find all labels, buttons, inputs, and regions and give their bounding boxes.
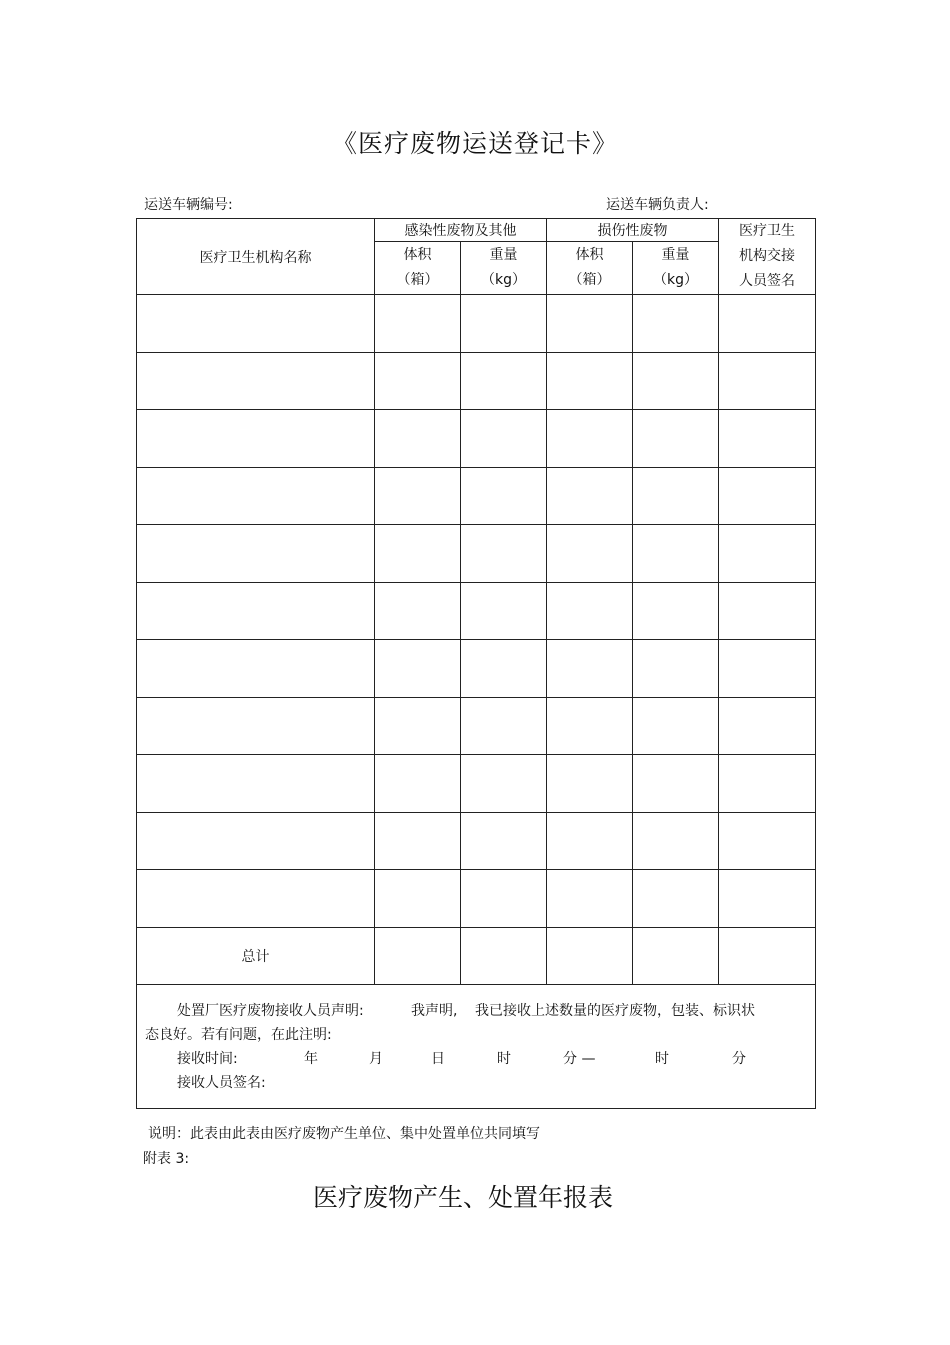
table-cell[interactable] [461, 640, 547, 698]
table-row [137, 870, 816, 928]
table-row [137, 525, 816, 583]
table-cell[interactable] [375, 755, 461, 813]
table-cell[interactable] [375, 295, 461, 353]
minute2-label: 分 [732, 1050, 746, 1067]
table-cell[interactable] [137, 525, 375, 583]
table-cell[interactable] [547, 352, 633, 410]
declaration-intro: 处置厂医疗废物接收人员声明: [177, 1002, 364, 1019]
receiver-signature-label: 接收人员签名: [177, 1074, 266, 1091]
data-rows [137, 295, 816, 928]
table-cell[interactable] [461, 927, 547, 984]
table-row [137, 467, 816, 525]
table-row [137, 812, 816, 870]
infectious-volume-header: 体积 （箱） [375, 242, 461, 295]
table-cell[interactable] [719, 295, 816, 353]
table-cell[interactable] [461, 582, 547, 640]
table-row [137, 582, 816, 640]
table-cell[interactable] [137, 582, 375, 640]
table-cell[interactable] [633, 697, 719, 755]
table-cell[interactable] [633, 640, 719, 698]
table-cell[interactable] [461, 812, 547, 870]
table-cell[interactable] [547, 927, 633, 984]
table-cell[interactable] [137, 352, 375, 410]
table-cell[interactable] [633, 870, 719, 928]
table-cell[interactable] [633, 410, 719, 468]
vehicle-number-label: 运送车辆编号: [144, 197, 233, 213]
minute-label: 分 — [563, 1050, 596, 1067]
table-cell[interactable] [137, 295, 375, 353]
table-cell[interactable] [633, 525, 719, 583]
table-cell[interactable] [137, 812, 375, 870]
total-row [137, 927, 816, 984]
table-row [137, 640, 816, 698]
table-cell[interactable] [137, 755, 375, 813]
table-cell[interactable] [719, 525, 816, 583]
receive-time-label: 接收时间: [177, 1050, 238, 1067]
annual-report-title: 医疗废物产生、处置年报表 [312, 1183, 613, 1212]
damaging-weight-header: 重量 （kg） [633, 242, 719, 295]
header-row [137, 219, 816, 242]
table-cell[interactable] [719, 467, 816, 525]
table-cell[interactable] [461, 467, 547, 525]
table-cell[interactable] [633, 352, 719, 410]
table-cell[interactable] [375, 812, 461, 870]
table-cell[interactable] [547, 410, 633, 468]
day-label: 日 [431, 1050, 445, 1067]
table-cell[interactable] [375, 582, 461, 640]
table-cell[interactable] [461, 352, 547, 410]
year-label: 年 [304, 1050, 318, 1067]
infectious-weight-header: 重量 （kg） [461, 242, 547, 295]
total-label: 总计 [137, 927, 375, 984]
declaration-statement-b: 我已接收上述数量的医疗废物，包装、标识状 [475, 1002, 755, 1019]
table-row [137, 697, 816, 755]
table-cell[interactable] [547, 640, 633, 698]
table-note: 说明：此表由此表由医疗废物产生单位、集中处置单位共同填写 [148, 1126, 540, 1142]
table-cell[interactable] [719, 870, 816, 928]
table-cell[interactable] [461, 870, 547, 928]
table-cell[interactable] [547, 295, 633, 353]
table-cell[interactable] [461, 295, 547, 353]
table-cell[interactable] [547, 870, 633, 928]
table-cell[interactable] [461, 697, 547, 755]
table-cell[interactable] [547, 467, 633, 525]
table-cell[interactable] [547, 755, 633, 813]
month-label: 月 [369, 1050, 383, 1067]
table-cell[interactable] [633, 755, 719, 813]
table-cell[interactable] [375, 410, 461, 468]
table-cell[interactable] [547, 582, 633, 640]
infectious-waste-header: 感染性废物及其他 [375, 219, 547, 242]
table-cell[interactable] [719, 640, 816, 698]
table-cell[interactable] [719, 352, 816, 410]
table-cell[interactable] [137, 697, 375, 755]
table-cell[interactable] [719, 755, 816, 813]
table-cell[interactable] [375, 870, 461, 928]
table-row [137, 755, 816, 813]
table-cell[interactable] [633, 295, 719, 353]
table-cell[interactable] [547, 525, 633, 583]
table-cell[interactable] [719, 927, 816, 984]
damaging-volume-header: 体积 （箱） [547, 242, 633, 295]
table-cell[interactable] [461, 525, 547, 583]
table-cell[interactable] [375, 697, 461, 755]
table-cell[interactable] [137, 410, 375, 468]
table-cell[interactable] [719, 697, 816, 755]
table-cell[interactable] [375, 352, 461, 410]
page-title: 《医疗废物运送登记卡》 [331, 129, 618, 158]
table-cell[interactable] [547, 812, 633, 870]
table-cell[interactable] [137, 870, 375, 928]
table-cell[interactable] [137, 640, 375, 698]
table-cell[interactable] [633, 582, 719, 640]
transport-register-table [136, 218, 816, 1109]
declaration-cell [137, 984, 816, 1108]
table-cell[interactable] [461, 755, 547, 813]
table-cell[interactable] [719, 812, 816, 870]
table-cell[interactable] [719, 410, 816, 468]
damaging-waste-header: 损伤性废物 [547, 219, 719, 242]
table-cell[interactable] [547, 697, 633, 755]
table-row [137, 352, 816, 410]
table-row [137, 410, 816, 468]
annex-label: 附表 3: [143, 1151, 190, 1167]
table-cell[interactable] [719, 582, 816, 640]
declaration-line2: 态良好。若有问题，在此注明: [145, 1026, 332, 1043]
hour2-label: 时 [655, 1050, 669, 1067]
table-cell[interactable] [137, 467, 375, 525]
org-name-header: 医疗卫生机构名称 [137, 219, 375, 295]
table-cell[interactable] [375, 927, 461, 984]
table-cell[interactable] [633, 467, 719, 525]
table-cell[interactable] [633, 927, 719, 984]
vehicle-manager-label: 运送车辆负责人: [606, 197, 709, 213]
hour-label: 时 [497, 1050, 511, 1067]
declaration-row [137, 984, 816, 1108]
table-cell[interactable] [375, 525, 461, 583]
table-cell[interactable] [633, 812, 719, 870]
table-cell[interactable] [461, 410, 547, 468]
table-row [137, 295, 816, 353]
table-cell[interactable] [375, 640, 461, 698]
table-cell[interactable] [375, 467, 461, 525]
handover-signature-header: 医疗卫生 机构交接 人员签名 [719, 219, 816, 295]
declaration-statement-a: 我声明, [411, 1002, 458, 1019]
